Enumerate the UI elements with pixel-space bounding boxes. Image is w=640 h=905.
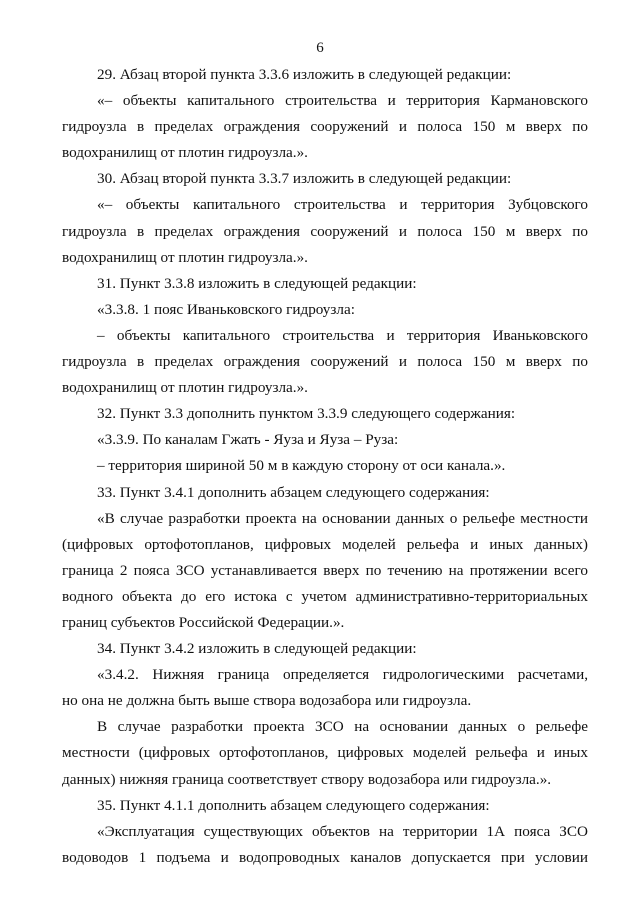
text-line: 29. Абзац второй пункта 3.3.6 изложить в следующей редакции: [97,66,512,83]
text-line: 33. Пункт 3.4.1 дополнить абзацем следующего содержания: [97,483,490,501]
text-line: 30. Абзац второй пункта 3.3.7 изложить в следующей редакции: [97,170,512,188]
document-body [62,62,588,871]
text-line: водохранилищ от плотин гидроузла.». [62,379,308,397]
text-line: граница 2 пояса ЗСО устанавливается вверх по течению на протяжении всего [62,561,588,579]
text-line: 34. Пункт 3.4.2 изложить в следующей редакции: [97,640,417,658]
text-line: «Эксплуатация существующих объектов на территории 1А пояса ЗСО [97,822,588,840]
text-line: гидроузла в пределах ограждения сооружений и полоса 150 м вверх по [62,222,588,240]
text-line: 32. Пункт 3.3 дополнить пунктом 3.3.9 следующего содержания: [97,405,516,423]
text-line: границ субъектов Российской Федерации.». [62,613,345,631]
text-line: водного объекта до его истока с учетом административно-территориальных [62,587,588,605]
text-line: водохранилищ от плотин гидроузла.». [62,144,308,162]
text-line: «3.4.2. Нижняя граница определяется гидрологическими расчетами, [97,666,588,684]
page-number: 6 [316,40,324,56]
text-line: гидроузла в пределах ограждения сооружений и полоса 150 м вверх по [62,118,588,136]
text-line: данных) нижняя граница соответствует створу водозабора или гидроузла.». [62,770,552,788]
text-line: водоводов 1 подъема и водопроводных каналов допускается при условии [62,848,588,866]
text-line: (цифровых ортофотопланов, цифровых моделей рельефа и иных данных) [62,535,588,553]
text-line: 35. Пункт 4.1.1 дополнить абзацем следующего содержания: [97,796,490,814]
text-line: «3.3.9. По каналам Гжать - Яуза и Яуза – Руза: [97,431,399,449]
text-line: водохранилищ от плотин гидроузла.». [62,248,308,266]
text-line: В случае разработки проекта ЗСО на основании данных о рельефе [97,718,588,736]
text-line: гидроузла в пределах ограждения сооружений и полоса 150 м вверх по [62,353,588,371]
text-line: местности (цифровых ортофотопланов, цифровых моделей рельефа и иных [62,744,588,762]
text-line: – территория шириной 50 м в каждую сторону от оси канала.». [97,457,506,475]
text-line: «– объекты капитального строительства и территория Зубцовского [97,196,588,214]
text-line: «– объекты капитального строительства и территория Кармановского [97,92,588,110]
text-line: 31. Пункт 3.3.8 изложить в следующей редакции: [97,274,417,292]
text-line: «В случае разработки проекта на основании данных о рельефе местности [97,509,588,527]
text-line: – объекты капитального строительства и территория Иваньковского [97,326,588,344]
text-line: но она не должна быть выше створа водозабора или гидроузла. [62,692,472,710]
text-line: «3.3.8. 1 пояс Иваньковского гидроузла: [97,300,355,318]
